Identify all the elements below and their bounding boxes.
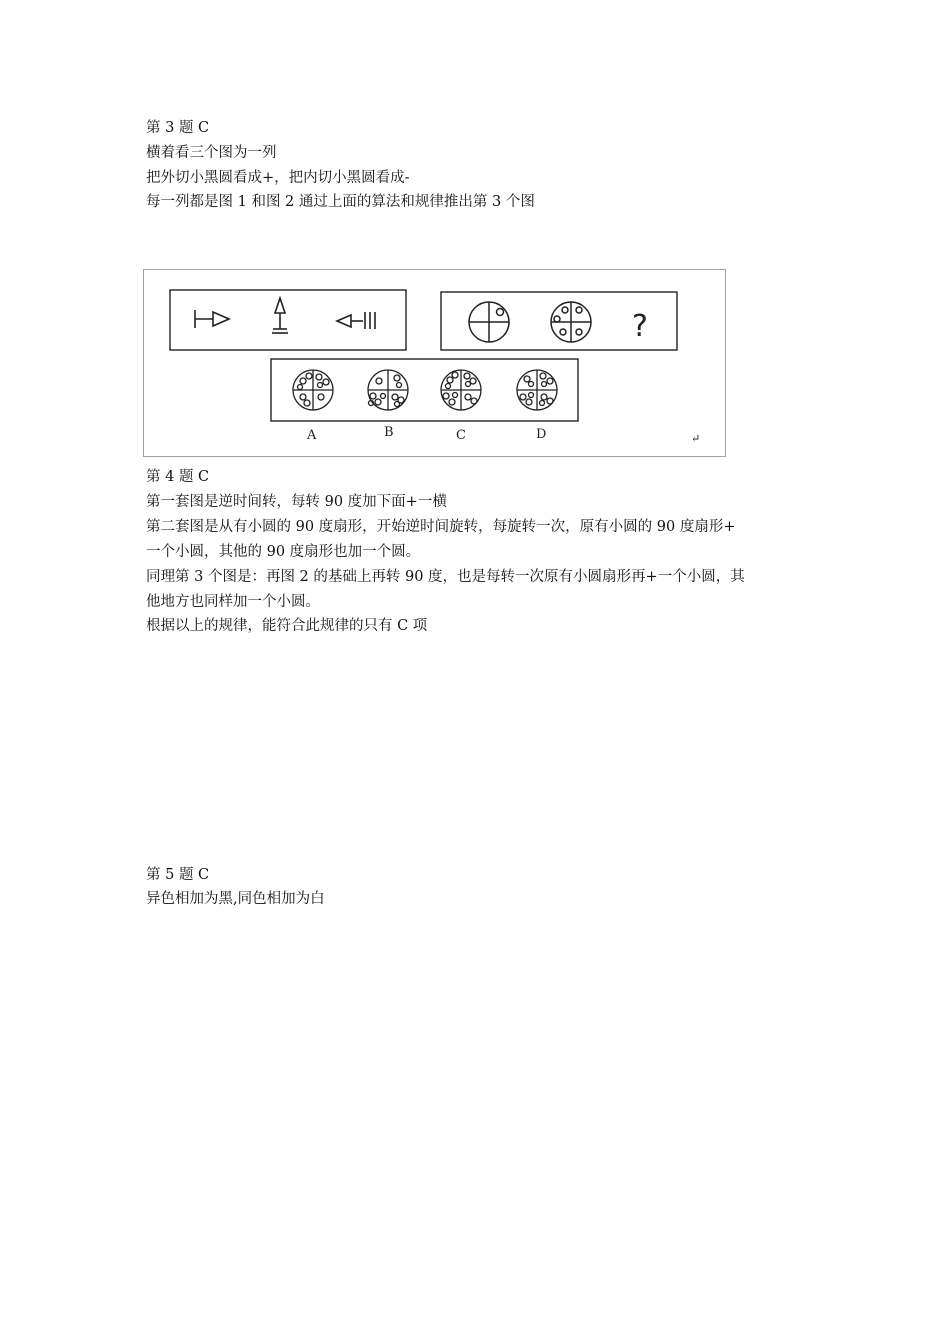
q3-line-1: 横着看三个图为一列	[146, 145, 277, 161]
q5-line-1: 异色相加为黑,同色相加为白	[146, 891, 325, 907]
q3-line-2: 把外切小黑圆看成+，把内切小黑圆看成-	[146, 170, 410, 186]
q4-line-3: 一个小圆，其他的 90 度扇形也加一个圆。	[146, 544, 421, 560]
option-label-b: B	[384, 425, 394, 440]
q4-heading: 第 4 题 C	[146, 469, 210, 485]
q3-heading: 第 3 题 C	[146, 120, 210, 136]
q4-line-5: 他地方也同样加一个小圆。	[146, 594, 320, 610]
q4-line-4: 同理第 3 个图是：再图 2 的基础上再转 90 度，也是每转一次原有小圆扇形再+一个小圆，其	[146, 569, 745, 585]
return-mark: ↵	[691, 432, 701, 445]
puzzle-figure	[143, 269, 726, 457]
option-label-d: D	[536, 427, 547, 442]
option-a-figure	[293, 370, 333, 410]
option-label-c: C	[456, 428, 466, 443]
quartered-circle-icon	[469, 302, 509, 342]
q5-heading: 第 5 题 C	[146, 867, 210, 883]
question-mark: ?	[632, 309, 648, 344]
option-b-figure	[368, 370, 408, 410]
q4-line-1: 第一套图是逆时间转，每转 90 度加下面+一横	[146, 494, 447, 510]
option-c-figure	[441, 370, 481, 410]
q3-line-3: 每一列都是图 1 和图 2 通过上面的算法和规律推出第 3 个图	[146, 194, 535, 210]
q4-line-2: 第二套图是从有小圆的 90 度扇形，开始逆时间旋转，每旋转一次，原有小圆的 90 度扇形+	[146, 519, 736, 535]
puzzle-figure-svg	[143, 269, 726, 457]
q4-line-6: 根据以上的规律，能符合此规律的只有 C 项	[146, 618, 428, 634]
quartered-circle-dots-icon	[551, 302, 591, 342]
option-d-figure	[517, 370, 557, 410]
option-label-a: A	[307, 428, 317, 443]
figure-frame	[144, 270, 726, 457]
